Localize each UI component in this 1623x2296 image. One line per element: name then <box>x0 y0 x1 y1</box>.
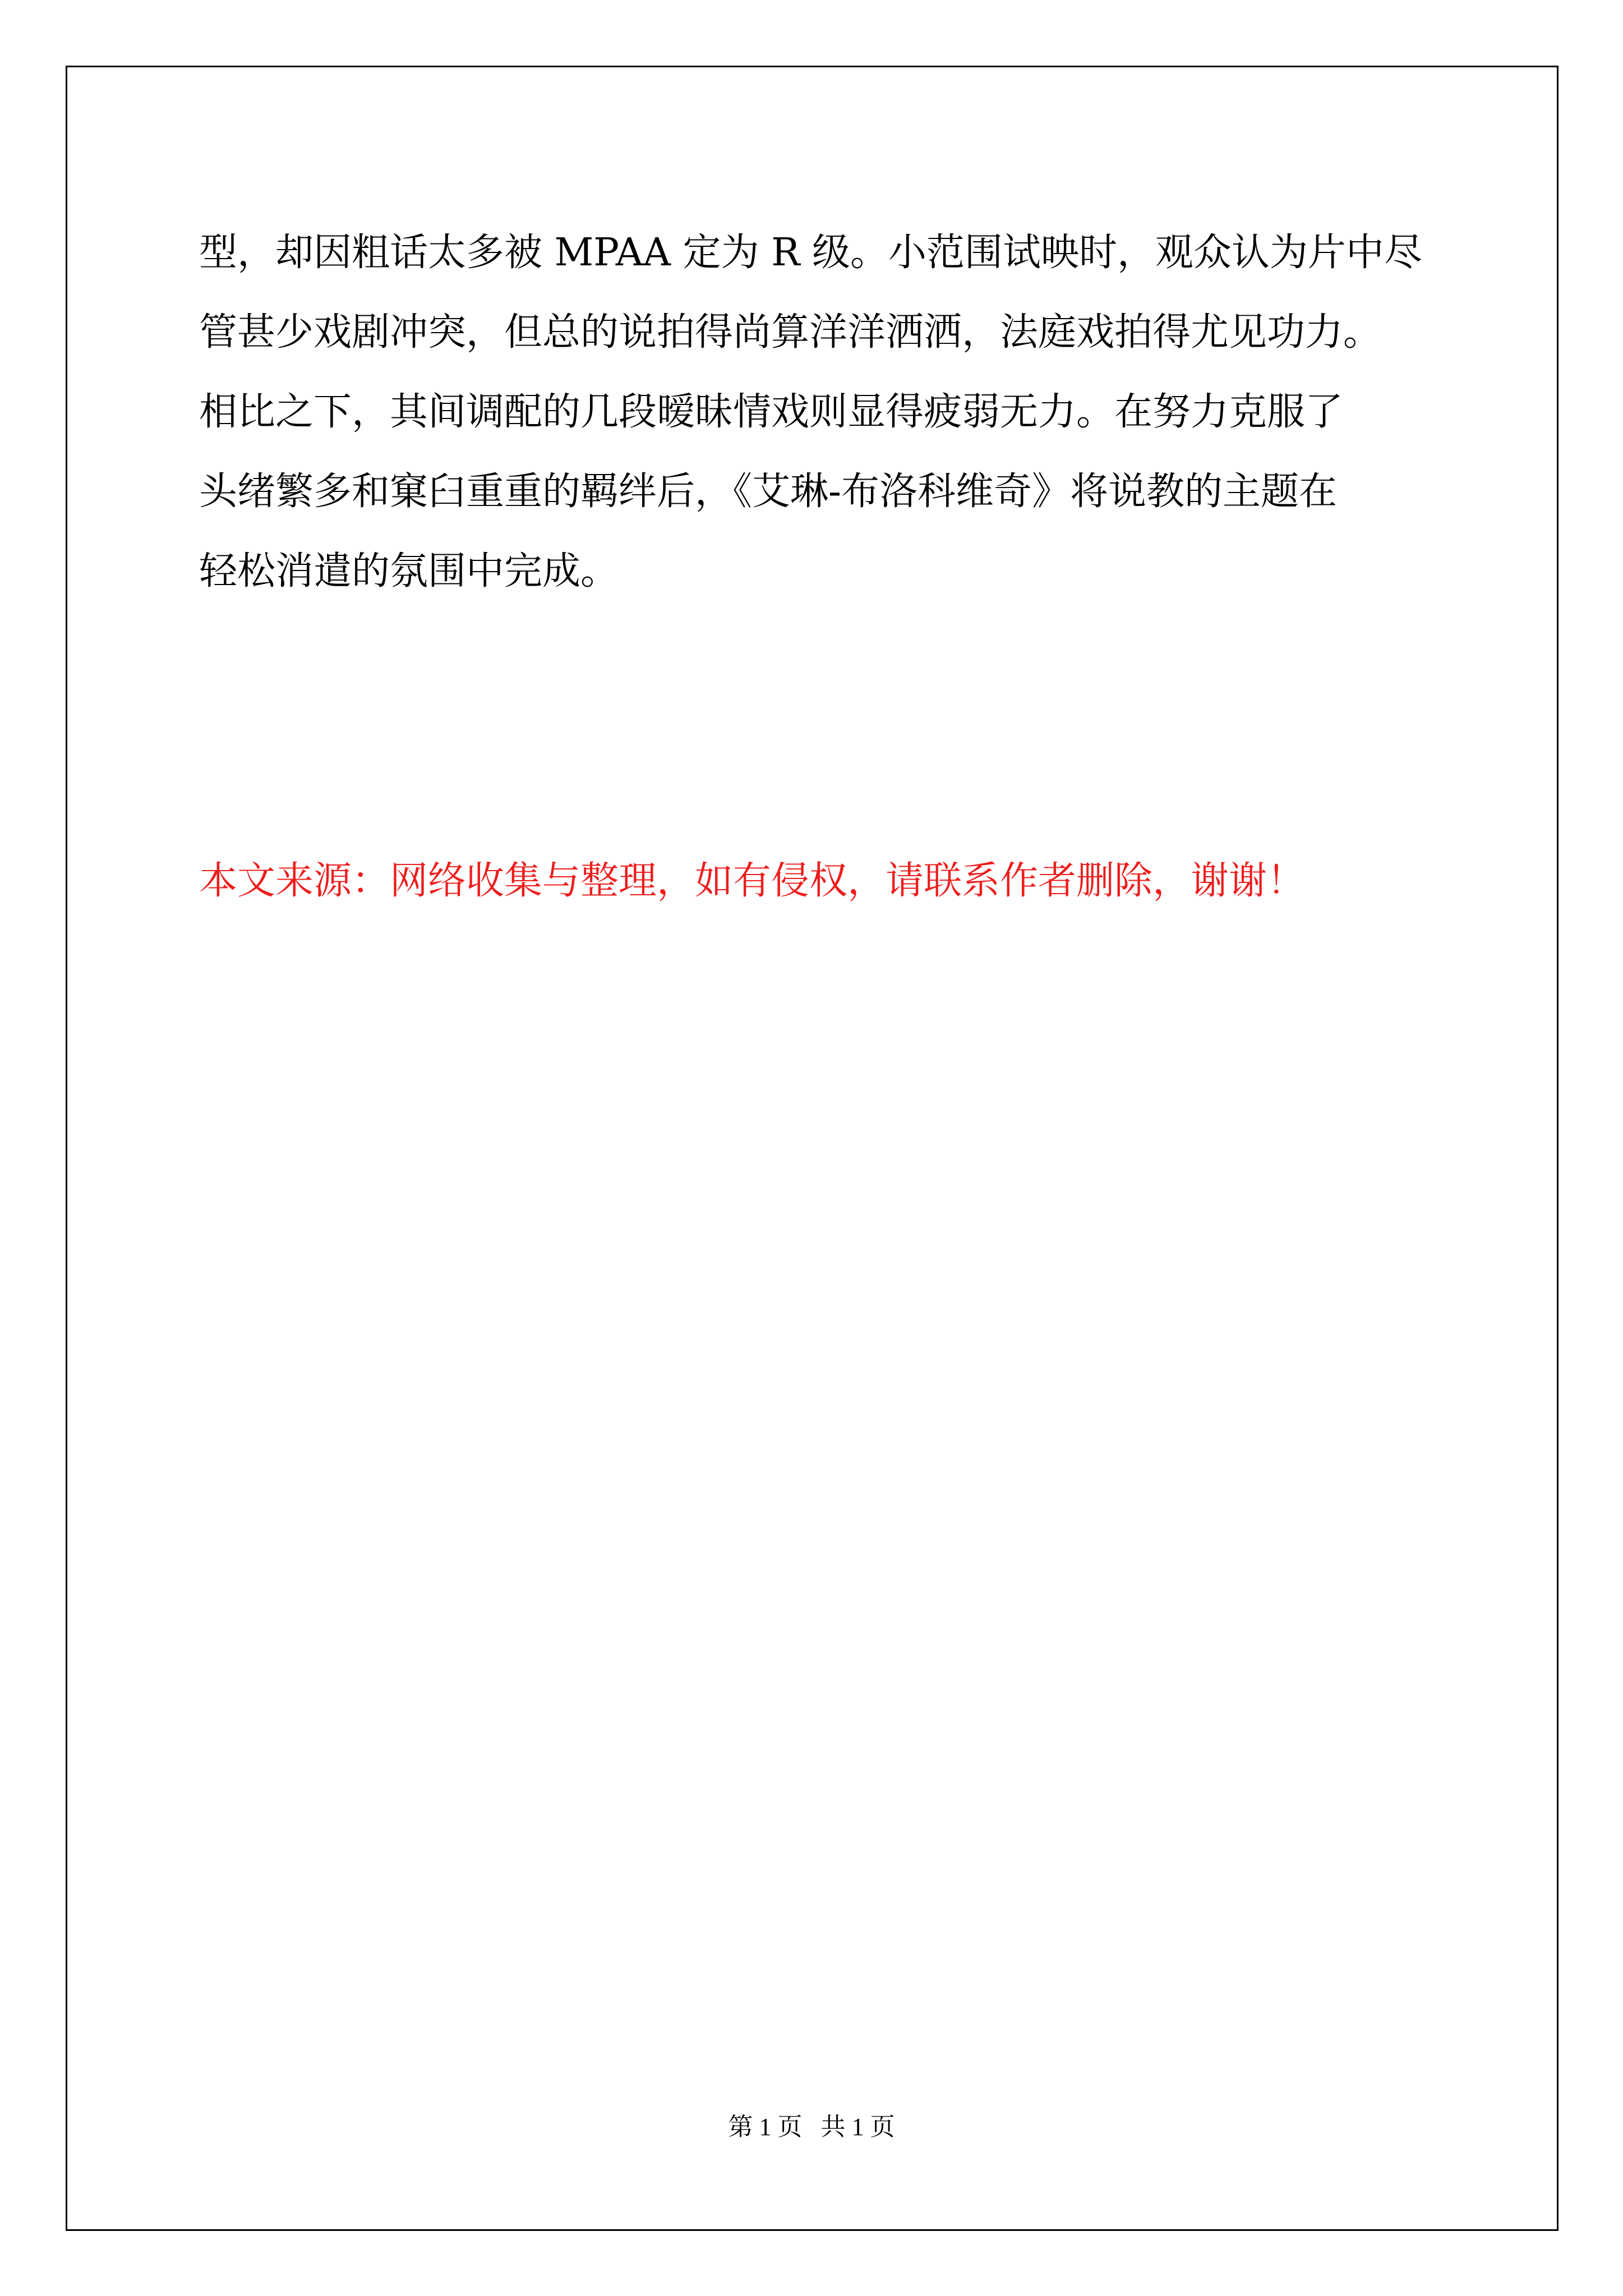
body-paragraph <box>199 213 1478 611</box>
page-footer: 第 1 页 共 1 页 <box>728 2113 895 2141</box>
source-disclaimer: 本文来源：网络收集与整理，如有侵权，请联系作者删除，谢谢！ <box>199 859 1306 903</box>
paragraph-line: 头绪繁多和窠臼重重的羁绊后，《艾琳-布洛科维奇》将说教的主题在 <box>199 470 1337 514</box>
paragraph-line: 轻松消遣的氛围中完成。 <box>199 549 619 593</box>
paragraph-line: 相比之下，其间调配的几段暧昧情戏则显得疲弱无力。在努力克服了 <box>199 390 1344 434</box>
paragraph-line: 管甚少戏剧冲突，但总的说拍得尚算洋洋洒洒，法庭戏拍得尤见功力。 <box>199 310 1382 355</box>
paragraph-line: 型，却因粗话太多被 MPAA 定为 R 级。小范围试映时，观众认为片中尽 <box>199 231 1423 275</box>
